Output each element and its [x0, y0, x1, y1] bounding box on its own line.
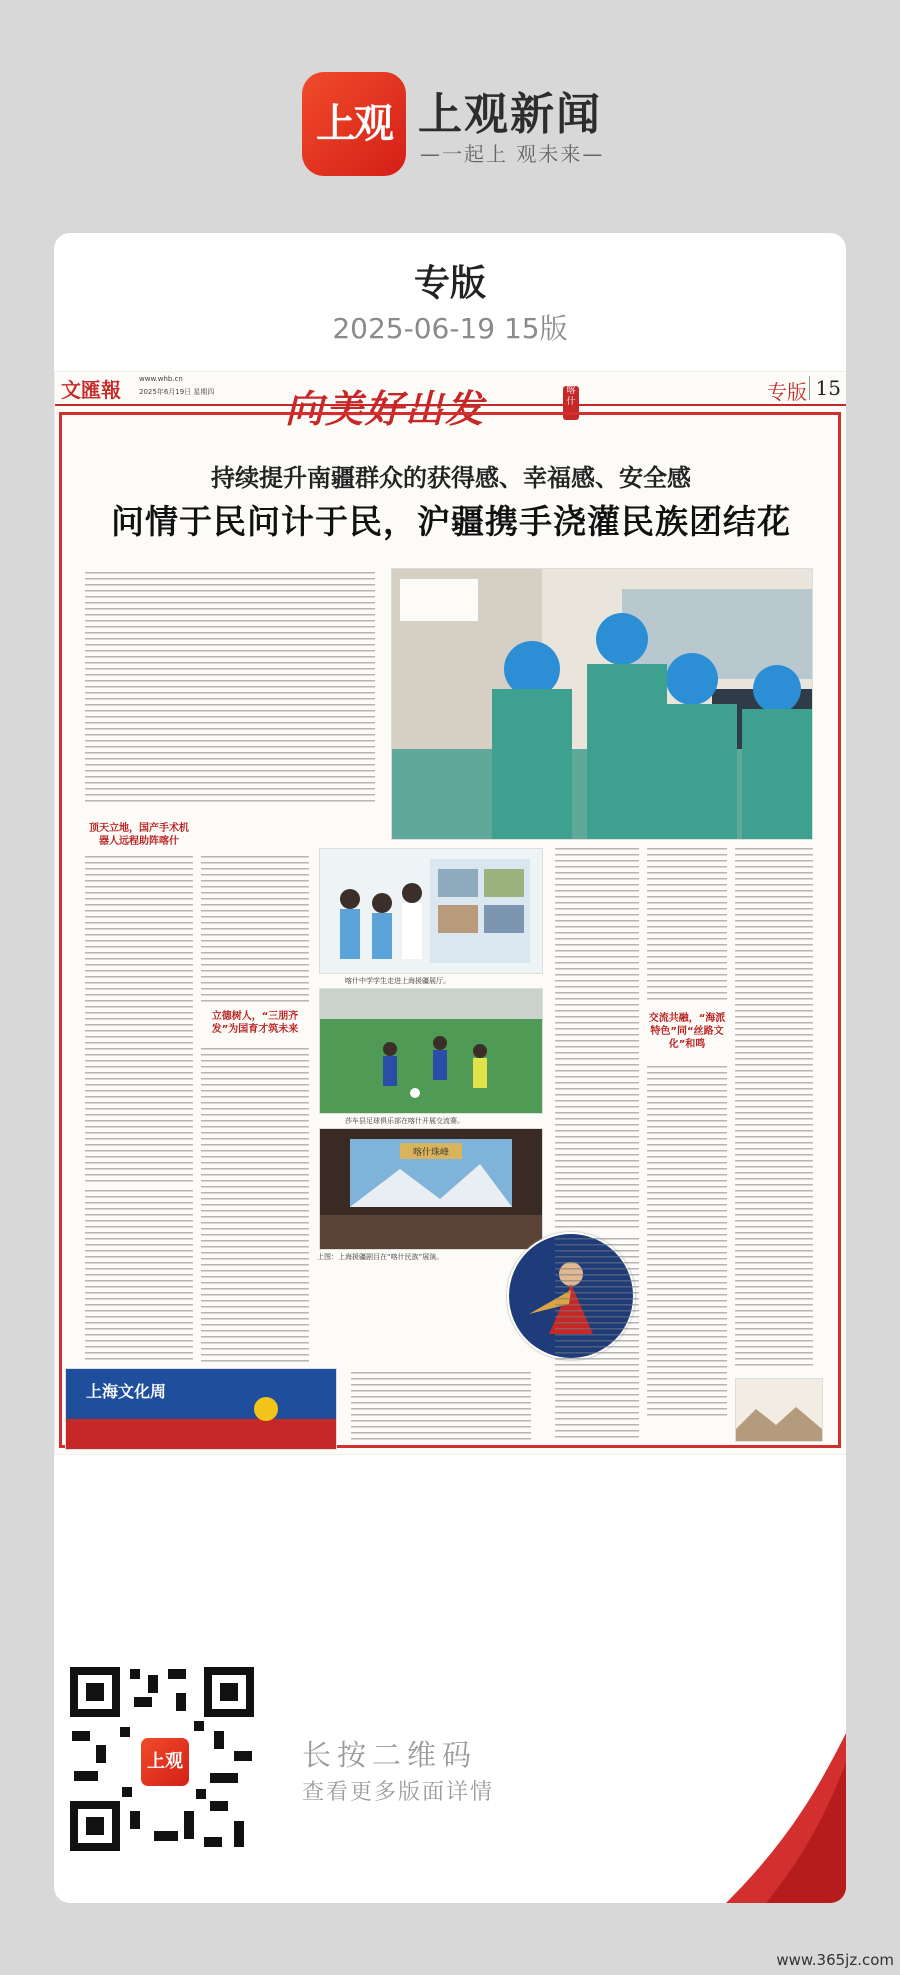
- edition-date: 2025-06-19 15版: [332, 312, 568, 345]
- stage-sign: 喀什珠峰: [412, 1148, 450, 1158]
- culture-week-image: [66, 1369, 336, 1449]
- football-photo: [319, 988, 543, 1114]
- newspaper-date: 2025年6月19日 星期四: [139, 388, 215, 396]
- surgery-scene-image: [392, 569, 812, 839]
- qr-code[interactable]: [64, 1661, 260, 1857]
- section-heading-2: 立德树人，“三朋齐发”为国育才筑未来: [211, 1011, 299, 1035]
- performance-caption: 上图：上海援疆剧目在“喀什民族”展演。: [317, 1253, 444, 1261]
- bottom-text-2: [555, 1238, 639, 1438]
- landscape-image: [736, 1379, 822, 1441]
- newspaper-url: www.whb.cn: [139, 375, 183, 383]
- exhibition-photo: [319, 848, 543, 974]
- article-headline: 问情于民问计于民，沪疆携手浇灌民族团结花: [111, 502, 791, 541]
- surgery-photo: [391, 568, 813, 840]
- column-2-text-top: [201, 856, 309, 1002]
- bottom-text-1: [351, 1372, 531, 1442]
- performance-photo: [319, 1128, 543, 1250]
- culture-week-photo: [65, 1368, 337, 1450]
- culture-week-sign: 上海文化周: [86, 1382, 167, 1401]
- watermark: www.365jz.com: [776, 1951, 894, 1969]
- corner-decoration: [726, 1733, 846, 1903]
- section-3-text: [647, 1066, 727, 1420]
- column-1-text-bottom: [85, 1190, 193, 1362]
- performance-image: [320, 1129, 542, 1249]
- article-subhead: 持续提升南疆群众的获得感、幸福感、安全感: [211, 464, 691, 492]
- page-title: 专版: [413, 263, 486, 304]
- football-caption: 莎车县足球俱乐部在喀什开展交流赛。: [345, 1117, 464, 1125]
- exhibition-caption: 喀什中学学生走进上海援疆展厅。: [345, 977, 450, 985]
- section-heading-1: 顶天立地，国产手术机器人远程助阵喀什: [89, 823, 189, 847]
- column-4-text: [555, 848, 639, 1228]
- exhibition-image: [320, 849, 542, 973]
- section-1-text: [85, 856, 193, 1182]
- football-image: [320, 989, 542, 1113]
- section-2-text: [201, 1048, 309, 1364]
- section-heading-3: 交流共融，“海派特色”同“丝路文化”和鸣: [648, 1013, 726, 1050]
- column-6-text: [735, 848, 813, 1368]
- qr-subtext: 查看更多版面详情: [302, 1780, 495, 1805]
- newspaper-page[interactable]: [54, 371, 846, 1455]
- landscape-photo: [735, 1378, 823, 1442]
- qr-logo: 上观: [138, 1735, 192, 1789]
- banner-title: 向美好出发: [285, 386, 486, 431]
- lead-text-block: [85, 572, 375, 804]
- newspaper-name: 文匯報: [61, 378, 121, 402]
- app-slogan: —一起上 观未来—: [420, 142, 605, 166]
- section-name: 专版: [767, 380, 807, 404]
- qr-instruction: 长按二维码: [302, 1738, 478, 1772]
- column-5-text-top: [647, 848, 727, 1004]
- edition-card: [54, 233, 846, 1903]
- app-logo: 上观: [302, 72, 406, 176]
- page-number: 15: [809, 376, 841, 400]
- banner-tag: 喀什: [563, 386, 579, 420]
- app-name: 上观新闻: [418, 89, 602, 140]
